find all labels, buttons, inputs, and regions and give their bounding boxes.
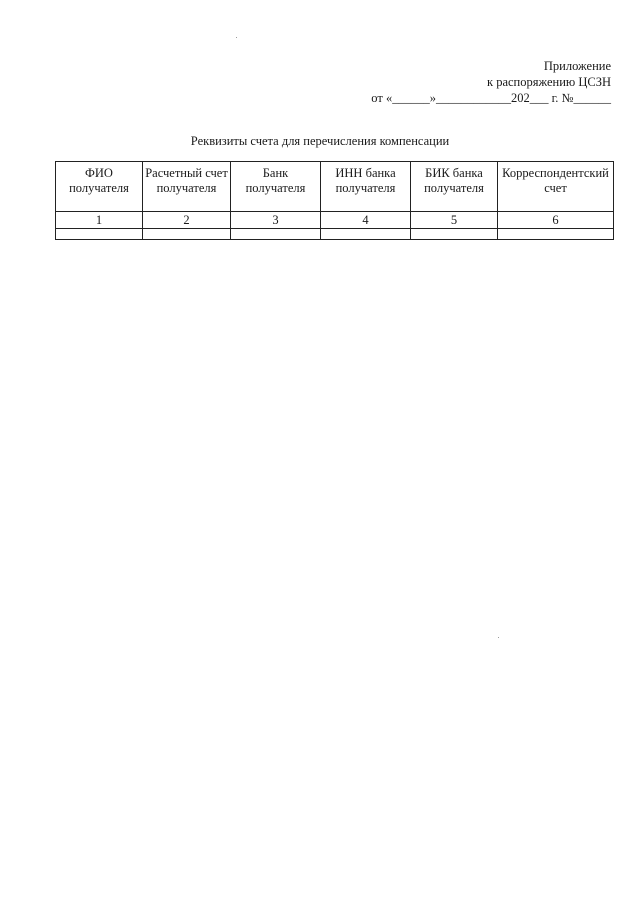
column-number-row xyxy=(56,212,614,229)
column-header-bank-inn: ИНН банка получателя xyxy=(321,162,411,212)
appendix-label: Приложение xyxy=(543,59,611,73)
column-number: 6 xyxy=(498,212,614,229)
table-row xyxy=(56,229,614,240)
column-header-bank-bik: БИК банка получателя xyxy=(411,162,498,212)
column-header-bank: Банк получателя xyxy=(231,162,321,212)
scan-speck xyxy=(236,37,237,38)
column-header-account: Расчетный счет получателя xyxy=(143,162,231,212)
table-cell xyxy=(411,229,498,240)
column-number: 2 xyxy=(143,212,231,229)
order-reference: к распоряжению ЦСЗН xyxy=(487,75,611,89)
table-cell xyxy=(321,229,411,240)
table-cell xyxy=(231,229,321,240)
column-header-recipient-name: ФИО получателя xyxy=(56,162,143,212)
column-number: 1 xyxy=(56,212,143,229)
appendix-header xyxy=(371,58,611,106)
column-number: 5 xyxy=(411,212,498,229)
document-title: Реквизиты счета для перечисления компенсации xyxy=(190,134,450,148)
table-cell xyxy=(56,229,143,240)
table-header-row xyxy=(56,162,614,212)
column-header-correspondent-account: Корреспондентский счет xyxy=(498,162,614,212)
table-cell xyxy=(143,229,231,240)
requisites-table xyxy=(55,161,614,240)
column-number: 3 xyxy=(231,212,321,229)
scan-speck xyxy=(498,637,499,638)
column-number: 4 xyxy=(321,212,411,229)
date-number-line: от «______»____________202___ г. №______ xyxy=(371,91,611,105)
table-cell xyxy=(498,229,614,240)
